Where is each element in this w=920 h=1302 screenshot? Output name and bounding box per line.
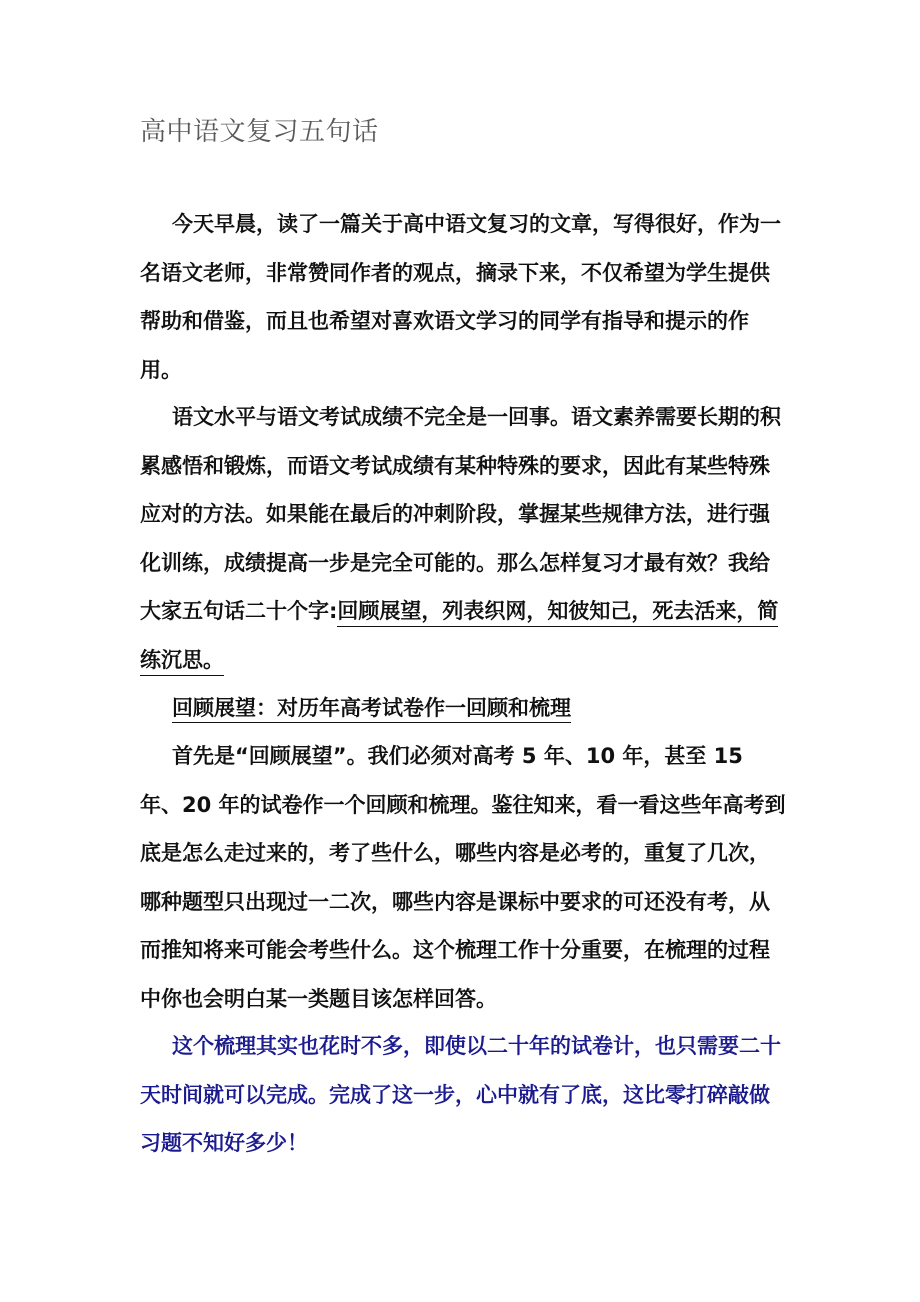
paragraph-2-intro: 语文水平与语文考试成绩不完全是一回事。语文素养需要长期的积累感悟和锻炼，而语文考试成绩有某种特殊的要求，因此有某些特殊应对的方法。如果能在最后的冲刺阶段，掌握某些规律方法，进行强化训练，成绩提高一步是完全可能的。那么怎样复习才最有效？我给大家五句话二十个字: (140, 405, 781, 623)
document-title: 高中语文复习五句话 (140, 117, 379, 147)
paragraph-conclusion (140, 1022, 790, 1168)
paragraph-2-text (140, 393, 790, 684)
paragraph-4-text: 这个梳理其实也花时不多，即使以二十年的试卷计，也只需要二十天时间就可以完成。完成了这一步，心中就有了底，这比零打碎敲做习题不知好多少！ (140, 1034, 781, 1155)
paragraph-3-text: 首先是“回顾展望”。我们必须对高考 5 年、10 年，甚至 15 年、20 年的试卷作一个回顾和梳理。鉴往知来，看一看这些年高考到底是怎么走过来的，考了些什么，哪些内容是必考的，重复了几次，哪种题型只出现过一二次，哪些内容是课标中要求的可还没有考，从而推知将来可能会考些什么。这个梳理工作十分重要，在梳理的过程中你也会明白某一类题目该怎样回答。 (140, 744, 786, 1011)
paragraph-1-text: 今天早晨，读了一篇关于高中语文复习的文章，写得很好，作为一名语文老师，非常赞同作者的观点，摘录下来，不仅希望为学生提供帮助和借鉴，而且也希望对喜欢语文学习的同学有指导和提示的作用。 (140, 212, 781, 382)
paragraph-review (140, 732, 790, 1023)
section-heading-block (140, 684, 790, 733)
five-sentences-keywords: 回顾展望，列表织网，知彼知己，死去活来，简练沉思。 (140, 599, 778, 676)
section-heading-line (140, 684, 790, 733)
section-heading: 回顾展望：对历年高考试卷作一回顾和梳理 (172, 696, 571, 723)
paragraph-intro (140, 200, 790, 394)
paragraph-five-sentences (140, 393, 790, 684)
